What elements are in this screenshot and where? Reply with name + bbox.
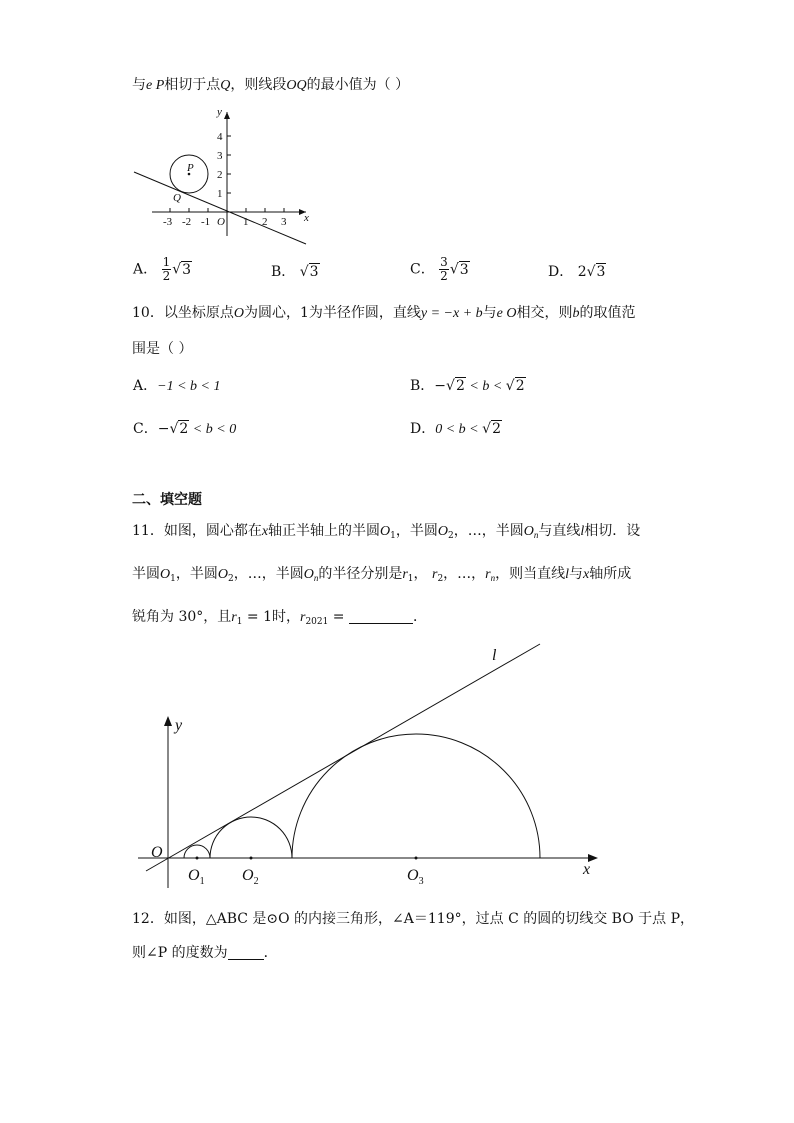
q9-stem-mid2: ，则线段 xyxy=(230,77,287,93)
q12-answer-blank[interactable] xyxy=(228,945,264,960)
q9-option-c-sqrt: √3 xyxy=(449,261,469,278)
q9-xtick-n1: -1 xyxy=(201,216,211,228)
q9-p-label: P xyxy=(187,162,194,174)
q10-equation: y = −x + b xyxy=(420,306,483,321)
q9-q-label: Q xyxy=(173,192,181,204)
q11-o1-label: $O_1$ xyxy=(188,867,205,887)
q9-option-a-letter: A． xyxy=(133,261,158,278)
q9-option-a-sqrt: √3 xyxy=(172,261,192,278)
q11-center-o1 xyxy=(196,857,199,860)
q11-o2-label: $O_2$ xyxy=(242,867,259,887)
q9-y-arrow-icon xyxy=(224,112,230,119)
q11-stem-line3: 锐角为 30°，且$r_1 = 1$时，$r_{2021}$ = ． xyxy=(132,609,427,627)
q11-answer-blank[interactable] xyxy=(349,609,413,624)
q11-stem-line1: 11．如图，圆心都在x轴正半轴上的半圆$O_1$，半圆$O_2$，…，半圆$O_n$与直线l相切．设 xyxy=(132,523,641,541)
q9-option-c[interactable] xyxy=(410,256,470,283)
q9-xtick-n3: -3 xyxy=(163,216,173,228)
q11-center-o3 xyxy=(415,857,418,860)
q9-segment-oq: OQ xyxy=(286,78,307,93)
q9-stem-post: 的最小值为（ ） xyxy=(306,77,410,93)
q9-ytick-1: 1 xyxy=(217,188,223,200)
q10-option-d[interactable]: D．0 < b < √2 xyxy=(410,421,501,437)
q9-tangent-line xyxy=(134,172,306,244)
q9-option-d-letter: D． xyxy=(548,264,574,280)
q9-stem-mid: 相切于点 xyxy=(164,77,221,93)
q11-l-label: l xyxy=(492,647,497,664)
q9-x-label: x xyxy=(304,212,309,224)
q9-option-d-coef: 2 xyxy=(577,264,587,280)
q9-option-a[interactable] xyxy=(133,256,192,283)
q9-stem-pre: 与 xyxy=(132,77,146,93)
q9-stem xyxy=(132,74,409,94)
q11-y-arrow-icon xyxy=(164,716,172,726)
q9-ytick-2: 2 xyxy=(217,169,223,181)
q9-xtick-3: 3 xyxy=(281,216,287,228)
q9-option-d[interactable] xyxy=(548,261,606,281)
q12-stem-line1: 12．如图，△ABC 是⊙O 的内接三角形，∠A＝119°，过点 C 的圆的切线交 BO 于点 P， xyxy=(132,911,695,927)
q9-option-b[interactable] xyxy=(271,261,320,281)
q9-ytick-3: 3 xyxy=(217,150,223,162)
q10-stem-line2: 围是（ ） xyxy=(132,341,193,357)
q11-y-label: y xyxy=(175,717,183,734)
q9-option-b-sqrt: √3 xyxy=(299,264,319,280)
q11-semicircles-figure xyxy=(135,640,610,895)
q10-option-c[interactable]: C．−√2 < b < 0 xyxy=(133,421,237,437)
q9-option-a-fraction: $\frac{1}{2}$ xyxy=(162,255,171,283)
q11-center-o2 xyxy=(250,857,253,860)
q10-stem-line1: 10．以坐标原点O为圆心，1为半径作圆，直线y = −x + b与e O相交，则b的取值范 xyxy=(132,305,636,321)
q9-xtick-1: 1 xyxy=(243,216,249,228)
q9-xtick-2: 2 xyxy=(262,216,268,228)
q9-y-tickmarks xyxy=(227,136,231,193)
q10-option-a[interactable]: A．−1 < b < 1 xyxy=(133,378,221,394)
q9-coordinate-figure xyxy=(128,100,328,250)
q9-ytick-4: 4 xyxy=(217,131,223,143)
q9-option-b-letter: B． xyxy=(271,264,296,280)
q11-semicircle-o3 xyxy=(292,734,540,858)
q11-x-label: x xyxy=(583,861,591,878)
q9-o-label: O xyxy=(217,216,225,228)
q10-option-b[interactable]: B．−√2 < b < √2 xyxy=(410,378,525,394)
q9-circle-symbol: e P xyxy=(146,78,165,93)
q11-o-label: O xyxy=(151,844,163,861)
q9-xtick-n2: -2 xyxy=(182,216,192,228)
q12-stem-line2: 则∠P 的度数为 ． xyxy=(132,945,278,961)
q11-o3-label: $O_3$ xyxy=(407,867,424,887)
q9-y-label: y xyxy=(217,106,222,118)
q9-option-c-fraction: $\frac{3}{2}$ xyxy=(440,255,448,283)
q11-semicircle-o2 xyxy=(210,817,292,858)
q9-option-c-letter: C． xyxy=(410,261,435,278)
q9-point-q: Q xyxy=(220,78,231,93)
q11-stem-line2: 半圆$O_1$，半圆$O_2$，…，半圆$O_n$的半径分别是$r_1$， $r_2$，…，$r_n$，则当直线l与x轴所成 xyxy=(132,566,632,584)
q9-option-d-sqrt: √3 xyxy=(586,264,606,280)
section-fill-in-blank-title: 二、填空题 xyxy=(132,492,202,508)
